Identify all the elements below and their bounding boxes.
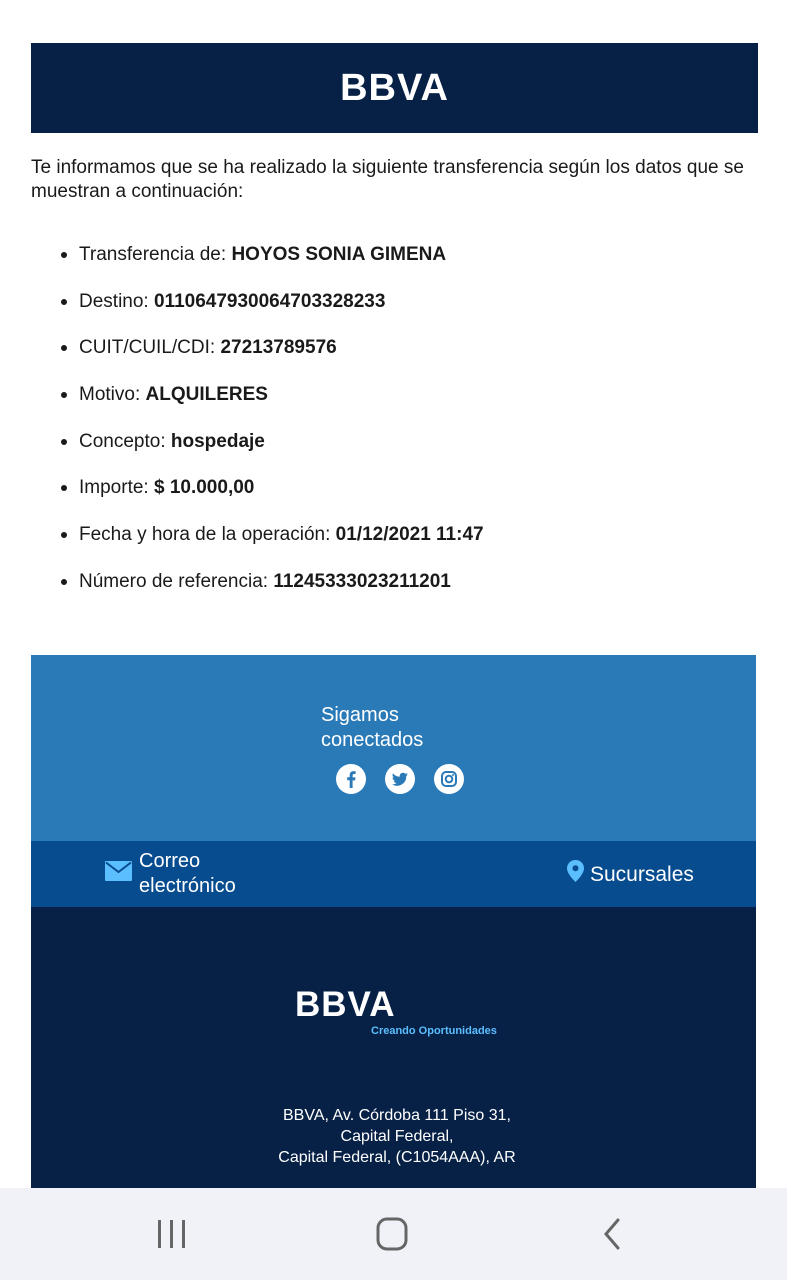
instagram-icon[interactable] — [434, 764, 464, 794]
detail-item-reason — [0, 372, 787, 419]
bullet-icon — [61, 579, 67, 585]
home-icon[interactable] — [372, 1216, 412, 1252]
detail-label: Transferencia de: — [79, 244, 227, 265]
email-link-line: Correo — [139, 850, 201, 872]
twitter-icon[interactable] — [385, 764, 415, 794]
social-title — [321, 703, 471, 753]
detail-item-cuit — [0, 325, 787, 372]
detail-value: HOYOS SONIA GIMENA — [231, 244, 447, 265]
social-icons — [336, 764, 464, 794]
address-line: BBVA, Av. Córdoba 111 Piso 31, — [283, 1107, 511, 1124]
bullet-icon — [61, 299, 67, 305]
social-title-line: Sigamos — [321, 704, 399, 726]
bullet-icon — [61, 439, 67, 445]
android-nav-bar — [0, 1188, 787, 1280]
location-pin-icon — [567, 860, 584, 889]
facebook-icon[interactable] — [336, 764, 366, 794]
branches-link[interactable] — [567, 860, 694, 889]
footer-bbva-logo: BBVA — [295, 985, 396, 1024]
bbva-logo: BBVA — [340, 66, 449, 109]
detail-label: Importe: — [79, 477, 149, 499]
detail-value: 11245333023211201 — [273, 570, 451, 592]
back-icon[interactable] — [594, 1216, 634, 1252]
bullet-icon — [61, 485, 67, 491]
footer — [31, 907, 756, 1188]
email-link[interactable] — [105, 849, 236, 899]
detail-value: ALQUILERES — [145, 384, 268, 406]
detail-value: hospedaje — [170, 430, 265, 452]
detail-item-destination — [0, 279, 787, 326]
detail-item-origin — [0, 232, 787, 279]
social-title-line: conectados — [321, 729, 424, 751]
bullet-icon — [61, 532, 67, 538]
detail-label: CUIT/CUIL/CDI: — [79, 337, 216, 359]
detail-label: Número de referencia: — [79, 570, 269, 592]
detail-item-datetime — [0, 512, 787, 559]
recent-apps-icon[interactable] — [152, 1216, 192, 1252]
bullet-icon — [61, 345, 67, 351]
transfer-details-list — [0, 232, 787, 606]
bullet-icon — [61, 252, 67, 258]
contact-links-bar — [31, 841, 756, 907]
detail-item-reference — [0, 559, 787, 606]
detail-item-amount — [0, 465, 787, 512]
detail-item-concept — [0, 419, 787, 466]
address-line: Capital Federal, (C1054AAA), AR — [278, 1149, 516, 1166]
footer-address — [31, 1105, 763, 1168]
footer-tagline: Creando Oportunidades — [371, 1025, 497, 1037]
detail-value: 0110647930064703328233 — [153, 290, 386, 312]
intro-text: Te informamos que se ha realizado la siguiente transferencia según los datos que se muestran a continuación: — [31, 157, 744, 202]
detail-label: Motivo: — [79, 384, 141, 406]
detail-value: 27213789576 — [220, 337, 337, 359]
bullet-icon — [61, 392, 67, 398]
detail-value: $ 10.000,00 — [153, 477, 255, 499]
email-link-label — [139, 849, 236, 899]
detail-label: Fecha y hora de la operación: — [79, 524, 331, 546]
address-line: Capital Federal, — [340, 1128, 454, 1145]
email-link-line: electrónico — [139, 875, 236, 897]
branches-link-label: Sucursales — [590, 862, 694, 886]
detail-value: 01/12/2021 11:47 — [335, 524, 484, 546]
header-banner — [31, 43, 758, 133]
detail-label: Destino: — [79, 290, 149, 312]
detail-label: Concepto: — [79, 430, 166, 452]
envelope-icon — [105, 861, 132, 888]
social-section — [31, 655, 756, 841]
